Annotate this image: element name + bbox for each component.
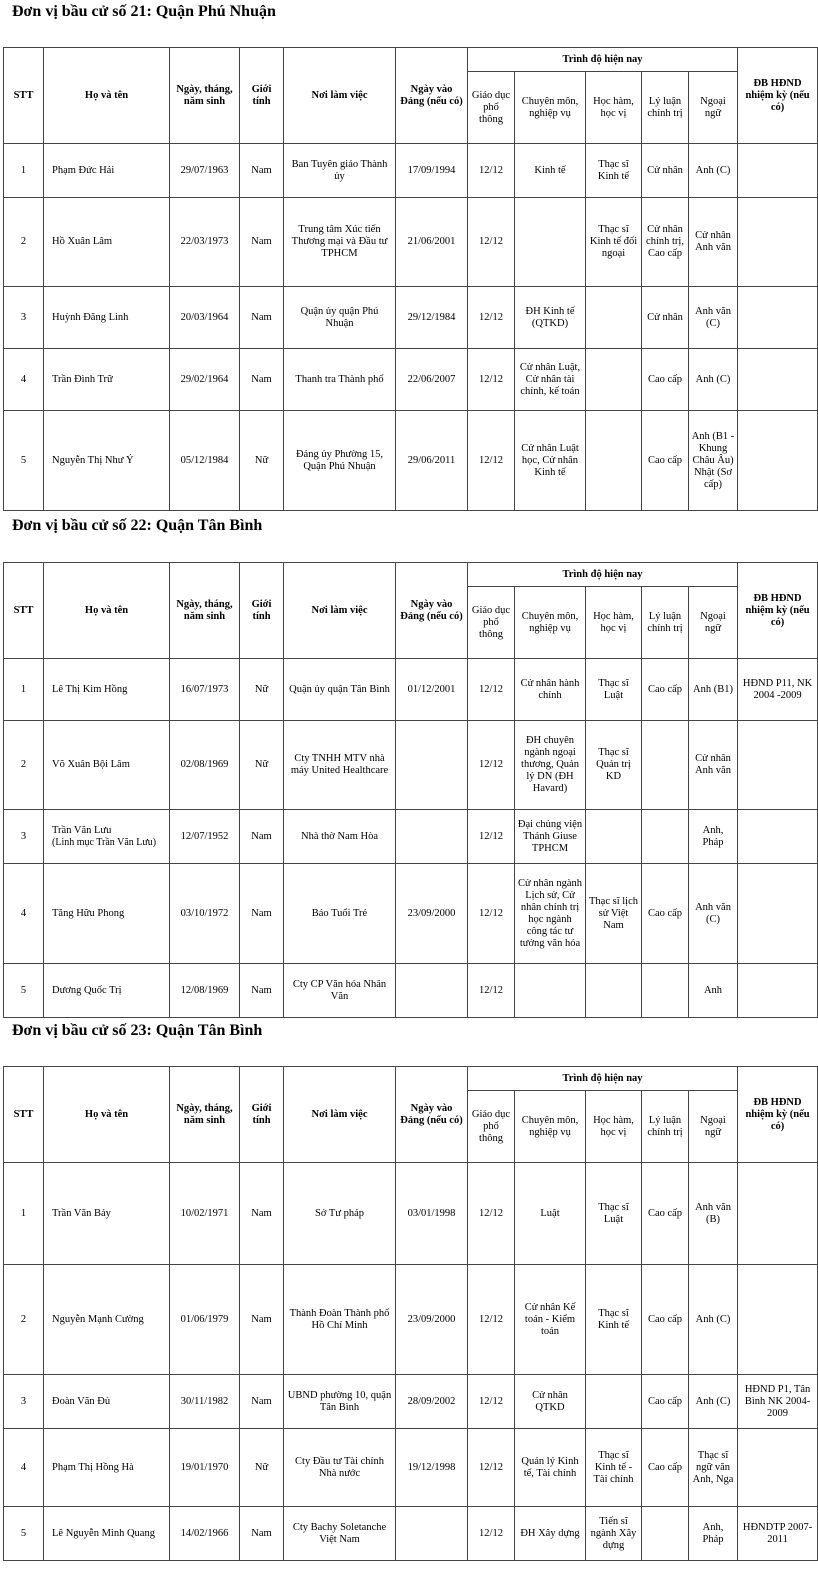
col-header-language: Ngoại ngữ bbox=[689, 72, 738, 144]
cell-name bbox=[44, 721, 170, 810]
cell-dob: 02/08/1969 bbox=[170, 721, 240, 810]
cell-politics: Cao cấp bbox=[642, 864, 689, 964]
cell-party-date: 01/12/2001 bbox=[396, 659, 468, 721]
candidate-name: Huỳnh Đăng Linh bbox=[52, 311, 129, 323]
cell-degree: Tiến sĩ ngành Xây dựng bbox=[586, 1507, 642, 1561]
cell-dob: 12/07/1952 bbox=[170, 810, 240, 864]
cell-degree bbox=[586, 964, 642, 1018]
cell-specialty: Cử nhân Luật học, Cử nhân Kinh tế bbox=[515, 411, 586, 511]
cell-politics: Cao cấp bbox=[642, 659, 689, 721]
cell-general-edu: 12/12 bbox=[468, 1375, 515, 1429]
candidate-name: Võ Xuân Bội Lâm bbox=[52, 759, 130, 770]
cell-degree: Thạc sĩ Kinh tế bbox=[586, 1265, 642, 1375]
cell-gender: Nữ bbox=[240, 721, 284, 810]
cell-workplace: Cty Đầu tư Tài chính Nhà nước bbox=[284, 1429, 396, 1507]
col-header-name: Họ và tên bbox=[44, 1067, 170, 1163]
cell-name bbox=[44, 1265, 170, 1375]
col-header-name: Họ và tên bbox=[44, 563, 170, 659]
cell-dob: 19/01/1970 bbox=[170, 1429, 240, 1507]
cell-politics: Cao cấp bbox=[642, 349, 689, 411]
cell-stt: 4 bbox=[4, 1429, 44, 1507]
col-header-party-date: Ngày vào Đảng (nếu có) bbox=[396, 48, 468, 144]
cell-gender: Nam bbox=[240, 287, 284, 349]
cell-language: Anh (C) bbox=[689, 1265, 738, 1375]
col-header-workplace: Nơi làm việc bbox=[284, 1067, 396, 1163]
cell-gender: Nam bbox=[240, 864, 284, 964]
cell-stt: 2 bbox=[4, 198, 44, 287]
cell-gender: Nam bbox=[240, 349, 284, 411]
candidate-name: Dương Quốc Trị bbox=[52, 984, 122, 996]
cell-workplace: Cty Bachy Soletanche Việt Nam bbox=[284, 1507, 396, 1561]
col-header-party-date: Ngày vào Đảng (nếu có) bbox=[396, 1067, 468, 1163]
cell-language: Anh, Pháp bbox=[689, 1507, 738, 1561]
header-row bbox=[4, 1067, 818, 1091]
col-header-stt: STT bbox=[4, 1067, 44, 1163]
cell-gender: Nam bbox=[240, 1265, 284, 1375]
cell-general-edu: 12/12 bbox=[468, 144, 515, 198]
cell-gender: Nữ bbox=[240, 411, 284, 511]
candidate-name: Trần Văn Bảy bbox=[52, 1207, 111, 1219]
cell-gender: Nam bbox=[240, 964, 284, 1018]
cell-dob: 16/07/1973 bbox=[170, 659, 240, 721]
col-header-language: Ngoại ngữ bbox=[689, 587, 738, 659]
cell-specialty: Đại chủng viện Thánh Giuse TPHCM bbox=[515, 810, 586, 864]
col-header-gender: Giới tính bbox=[240, 1067, 284, 1163]
cell-dob: 22/03/1973 bbox=[170, 198, 240, 287]
cell-politics bbox=[642, 1507, 689, 1561]
cell-gender: Nam bbox=[240, 1375, 284, 1429]
cell-politics: Cao cấp bbox=[642, 1163, 689, 1265]
cell-name bbox=[44, 810, 170, 864]
candidate-name: Nguyễn Thị Như Ý bbox=[52, 454, 134, 466]
cell-language: Anh bbox=[689, 964, 738, 1018]
cell-party-date bbox=[396, 721, 468, 810]
cell-dob: 12/08/1969 bbox=[170, 964, 240, 1018]
col-header-general-edu: Giáo dục phổ thông bbox=[468, 587, 515, 659]
candidate-name: Hồ Xuân Lâm bbox=[52, 236, 113, 247]
cell-dob: 14/02/1966 bbox=[170, 1507, 240, 1561]
cell-general-edu: 12/12 bbox=[468, 287, 515, 349]
table-row bbox=[4, 349, 818, 411]
col-header-party-date: Ngày vào Đảng (nếu có) bbox=[396, 563, 468, 659]
cell-politics bbox=[642, 964, 689, 1018]
cell-stt: 4 bbox=[4, 864, 44, 964]
cell-party-date: 03/01/1998 bbox=[396, 1163, 468, 1265]
table-row bbox=[4, 287, 818, 349]
cell-degree bbox=[586, 1375, 642, 1429]
cell-politics: Cao cấp bbox=[642, 1375, 689, 1429]
col-header-dob: Ngày, tháng, năm sinh bbox=[170, 48, 240, 144]
cell-language: Anh (B1 - Khung Châu Âu) Nhật (Sơ cấp) bbox=[689, 411, 738, 511]
candidate-name: Trần Đình Trữ bbox=[52, 373, 113, 385]
cell-language: Cử nhân Anh văn bbox=[689, 198, 738, 287]
candidates-table bbox=[3, 562, 818, 1018]
col-header-degree: Học hàm, học vị bbox=[586, 587, 642, 659]
candidates-table bbox=[3, 1066, 818, 1561]
cell-stt: 2 bbox=[4, 1265, 44, 1375]
col-header-politics: Lý luận chính trị bbox=[642, 1091, 689, 1163]
cell-language: Anh văn (C) bbox=[689, 864, 738, 964]
cell-language: Anh, Pháp bbox=[689, 810, 738, 864]
cell-prior-term bbox=[738, 144, 818, 198]
cell-workplace: Báo Tuổi Trẻ bbox=[284, 864, 396, 964]
cell-party-date bbox=[396, 964, 468, 1018]
cell-degree: Thạc sĩ Luật bbox=[586, 659, 642, 721]
cell-prior-term bbox=[738, 1265, 818, 1375]
cell-dob: 05/12/1984 bbox=[170, 411, 240, 511]
cell-specialty: Cử nhân hành chính bbox=[515, 659, 586, 721]
table-row bbox=[4, 1507, 818, 1561]
cell-prior-term bbox=[738, 721, 818, 810]
cell-politics: Cao cấp bbox=[642, 1429, 689, 1507]
cell-stt: 3 bbox=[4, 1375, 44, 1429]
table-row bbox=[4, 864, 818, 964]
cell-language: Cử nhân Anh văn bbox=[689, 721, 738, 810]
cell-name bbox=[44, 659, 170, 721]
col-header-level-group: Trình độ hiện nay bbox=[468, 48, 738, 72]
cell-prior-term bbox=[738, 198, 818, 287]
cell-name bbox=[44, 1429, 170, 1507]
table-row bbox=[4, 1163, 818, 1265]
cell-stt: 4 bbox=[4, 349, 44, 411]
cell-politics bbox=[642, 721, 689, 810]
cell-party-date: 23/09/2000 bbox=[396, 864, 468, 964]
table-row bbox=[4, 964, 818, 1018]
cell-general-edu: 12/12 bbox=[468, 659, 515, 721]
cell-specialty: Quản lý Kinh tế, Tài chính bbox=[515, 1429, 586, 1507]
cell-degree: Thạc sĩ Kinh tế bbox=[586, 144, 642, 198]
cell-specialty bbox=[515, 198, 586, 287]
cell-workplace: Nhà thờ Nam Hòa bbox=[284, 810, 396, 864]
cell-degree: Thạc sĩ lịch sử Việt Nam bbox=[586, 864, 642, 964]
cell-gender: Nam bbox=[240, 1163, 284, 1265]
cell-name bbox=[44, 1163, 170, 1265]
cell-party-date: 17/09/1994 bbox=[396, 144, 468, 198]
cell-general-edu: 12/12 bbox=[468, 864, 515, 964]
cell-general-edu: 12/12 bbox=[468, 1265, 515, 1375]
cell-dob: 20/03/1964 bbox=[170, 287, 240, 349]
cell-stt: 1 bbox=[4, 1163, 44, 1265]
cell-prior-term bbox=[738, 287, 818, 349]
cell-party-date: 21/06/2001 bbox=[396, 198, 468, 287]
cell-party-date: 19/12/1998 bbox=[396, 1429, 468, 1507]
cell-party-date: 22/06/2007 bbox=[396, 349, 468, 411]
table-row bbox=[4, 1265, 818, 1375]
col-header-name: Họ và tên bbox=[44, 48, 170, 144]
cell-general-edu: 12/12 bbox=[468, 349, 515, 411]
cell-dob: 29/02/1964 bbox=[170, 349, 240, 411]
col-header-dob: Ngày, tháng, năm sinh bbox=[170, 563, 240, 659]
table-row bbox=[4, 144, 818, 198]
cell-dob: 10/02/1971 bbox=[170, 1163, 240, 1265]
cell-degree bbox=[586, 810, 642, 864]
col-header-degree: Học hàm, học vị bbox=[586, 72, 642, 144]
cell-name bbox=[44, 144, 170, 198]
table-row bbox=[4, 198, 818, 287]
cell-dob: 29/07/1963 bbox=[170, 144, 240, 198]
cell-workplace: Sở Tư pháp bbox=[284, 1163, 396, 1265]
col-header-level-group: Trình độ hiện nay bbox=[468, 1067, 738, 1091]
cell-language: Anh văn (B) bbox=[689, 1163, 738, 1265]
cell-prior-term bbox=[738, 810, 818, 864]
table-row bbox=[4, 659, 818, 721]
cell-politics: Cử nhân bbox=[642, 287, 689, 349]
cell-dob: 03/10/1972 bbox=[170, 864, 240, 964]
col-header-gender: Giới tính bbox=[240, 48, 284, 144]
cell-party-date: 29/12/1984 bbox=[396, 287, 468, 349]
candidate-name: Nguyễn Mạnh Cường bbox=[52, 1313, 144, 1325]
cell-dob: 01/06/1979 bbox=[170, 1265, 240, 1375]
cell-degree bbox=[586, 349, 642, 411]
cell-stt: 2 bbox=[4, 721, 44, 810]
cell-workplace: UBND phường 10, quận Tân Bình bbox=[284, 1375, 396, 1429]
cell-stt: 5 bbox=[4, 411, 44, 511]
cell-workplace: Ban Tuyên giáo Thành ủy bbox=[284, 144, 396, 198]
cell-workplace: Đảng ủy Phường 15, Quận Phú Nhuận bbox=[284, 411, 396, 511]
col-header-specialty: Chuyên môn, nghiệp vụ bbox=[515, 587, 586, 659]
cell-specialty bbox=[515, 964, 586, 1018]
cell-general-edu: 12/12 bbox=[468, 721, 515, 810]
cell-general-edu: 12/12 bbox=[468, 1429, 515, 1507]
col-header-degree: Học hàm, học vị bbox=[586, 1091, 642, 1163]
col-header-specialty: Chuyên môn, nghiệp vụ bbox=[515, 72, 586, 144]
cell-workplace: Trung tâm Xúc tiến Thương mại và Đầu tư TPHCM bbox=[284, 198, 396, 287]
cell-gender: Nam bbox=[240, 810, 284, 864]
section-title: Đơn vị bầu cử số 22: Quận Tân Bình bbox=[12, 517, 263, 534]
section-title: Đơn vị bầu cử số 21: Quận Phú Nhuận bbox=[12, 3, 276, 20]
cell-gender: Nữ bbox=[240, 659, 284, 721]
cell-specialty: Cử nhân QTKD bbox=[515, 1375, 586, 1429]
col-header-politics: Lý luận chính trị bbox=[642, 587, 689, 659]
cell-specialty: ĐH Kinh tế (QTKD) bbox=[515, 287, 586, 349]
cell-general-edu: 12/12 bbox=[468, 198, 515, 287]
cell-stt: 1 bbox=[4, 659, 44, 721]
cell-gender: Nam bbox=[240, 198, 284, 287]
header-row bbox=[4, 48, 818, 72]
cell-specialty: ĐH Xây dựng bbox=[515, 1507, 586, 1561]
col-header-prior-term: ĐB HĐND nhiệm kỳ (nếu có) bbox=[738, 48, 818, 144]
cell-dob: 30/11/1982 bbox=[170, 1375, 240, 1429]
cell-degree: Thạc sĩ Luật bbox=[586, 1163, 642, 1265]
cell-prior-term bbox=[738, 864, 818, 964]
col-header-politics: Lý luận chính trị bbox=[642, 72, 689, 144]
table-row bbox=[4, 1375, 818, 1429]
cell-gender: Nữ bbox=[240, 1429, 284, 1507]
cell-name bbox=[44, 198, 170, 287]
cell-prior-term bbox=[738, 411, 818, 511]
candidate-name: Phạm Thị Hồng Hà bbox=[52, 1461, 134, 1473]
cell-politics: Cao cấp bbox=[642, 411, 689, 511]
cell-degree: Thạc sĩ Kinh tế - Tài chính bbox=[586, 1429, 642, 1507]
cell-stt: 5 bbox=[4, 1507, 44, 1561]
cell-specialty: Cử nhân ngành Lịch sử, Cử nhân chính trị học ngành công tác tư tưởng văn hóa bbox=[515, 864, 586, 964]
cell-party-date: 29/06/2011 bbox=[396, 411, 468, 511]
col-header-language: Ngoại ngữ bbox=[689, 1091, 738, 1163]
col-header-general-edu: Giáo dục phổ thông bbox=[468, 1091, 515, 1163]
cell-prior-term: HĐND P11, NK 2004 -2009 bbox=[738, 659, 818, 721]
cell-party-date bbox=[396, 1507, 468, 1561]
cell-prior-term bbox=[738, 964, 818, 1018]
candidate-name: Đoàn Văn Đủ bbox=[52, 1395, 111, 1407]
cell-stt: 3 bbox=[4, 287, 44, 349]
cell-workplace: Cty TNHH MTV nhà máy United Healthcare bbox=[284, 721, 396, 810]
cell-language: Anh (C) bbox=[689, 349, 738, 411]
cell-degree: Thạc sĩ Kinh tế đối ngoại bbox=[586, 198, 642, 287]
col-header-gender: Giới tính bbox=[240, 563, 284, 659]
table-row bbox=[4, 411, 818, 511]
cell-language: Anh (B1) bbox=[689, 659, 738, 721]
cell-politics: Cao cấp bbox=[642, 1265, 689, 1375]
cell-name bbox=[44, 1507, 170, 1561]
cell-name bbox=[44, 1375, 170, 1429]
cell-name bbox=[44, 864, 170, 964]
cell-stt: 1 bbox=[4, 144, 44, 198]
cell-workplace: Thành Đoàn Thành phố Hồ Chí Minh bbox=[284, 1265, 396, 1375]
candidates-table bbox=[3, 47, 818, 511]
col-header-prior-term: ĐB HĐND nhiệm kỳ (nếu có) bbox=[738, 563, 818, 659]
cell-workplace: Cty CP Văn hóa Nhân Văn bbox=[284, 964, 396, 1018]
col-header-dob: Ngày, tháng, năm sinh bbox=[170, 1067, 240, 1163]
cell-general-edu: 12/12 bbox=[468, 964, 515, 1018]
cell-party-date: 28/09/2002 bbox=[396, 1375, 468, 1429]
header-row bbox=[4, 563, 818, 587]
col-header-general-edu: Giáo dục phổ thông bbox=[468, 72, 515, 144]
cell-politics: Cử nhân chính trị, Cao cấp bbox=[642, 198, 689, 287]
cell-party-date bbox=[396, 810, 468, 864]
candidate-name: Phạm Đức Hải bbox=[52, 164, 115, 176]
col-header-stt: STT bbox=[4, 48, 44, 144]
cell-name bbox=[44, 349, 170, 411]
col-header-workplace: Nơi làm việc bbox=[284, 563, 396, 659]
cell-general-edu: 12/12 bbox=[468, 411, 515, 511]
col-header-stt: STT bbox=[4, 563, 44, 659]
cell-degree bbox=[586, 287, 642, 349]
cell-language: Thạc sĩ ngữ văn Anh, Nga bbox=[689, 1429, 738, 1507]
cell-general-edu: 12/12 bbox=[468, 810, 515, 864]
cell-prior-term bbox=[738, 1429, 818, 1507]
cell-politics bbox=[642, 810, 689, 864]
col-header-workplace: Nơi làm việc bbox=[284, 48, 396, 144]
cell-language: Anh văn (C) bbox=[689, 287, 738, 349]
col-header-level-group: Trình độ hiện nay bbox=[468, 563, 738, 587]
cell-gender: Nam bbox=[240, 1507, 284, 1561]
cell-specialty: Kinh tế bbox=[515, 144, 586, 198]
cell-gender: Nam bbox=[240, 144, 284, 198]
cell-stt: 3 bbox=[4, 810, 44, 864]
cell-general-edu: 12/12 bbox=[468, 1507, 515, 1561]
cell-party-date: 23/09/2000 bbox=[396, 1265, 468, 1375]
col-header-prior-term: ĐB HĐND nhiệm kỳ (nếu có) bbox=[738, 1067, 818, 1163]
cell-politics: Cử nhân bbox=[642, 144, 689, 198]
candidate-name: Tăng Hữu Phong bbox=[52, 907, 125, 919]
table-row bbox=[4, 810, 818, 864]
cell-stt: 5 bbox=[4, 964, 44, 1018]
cell-degree bbox=[586, 411, 642, 511]
cell-specialty: Cử nhân Luật, Cử nhân tài chính, kế toán bbox=[515, 349, 586, 411]
table-row bbox=[4, 721, 818, 810]
section-title: Đơn vị bầu cử số 23: Quận Tân Bình bbox=[12, 1022, 263, 1039]
cell-specialty: ĐH chuyên ngành ngoại thương, Quản lý DN (ĐH Havard) bbox=[515, 721, 586, 810]
cell-language: Anh (C) bbox=[689, 144, 738, 198]
cell-name bbox=[44, 411, 170, 511]
cell-prior-term: HĐND P1, Tân Bình NK 2004-2009 bbox=[738, 1375, 818, 1429]
candidate-name: Lê Nguyễn Minh Quang bbox=[52, 1527, 155, 1539]
cell-prior-term: HĐNDTP 2007-2011 bbox=[738, 1507, 818, 1561]
cell-prior-term bbox=[738, 349, 818, 411]
cell-name bbox=[44, 287, 170, 349]
table-row bbox=[4, 1429, 818, 1507]
candidate-name-note: (Linh mục Trần Văn Lưu) bbox=[52, 836, 157, 848]
candidate-name: Lê Thị Kim Hồng bbox=[52, 683, 128, 695]
cell-workplace: Quận ủy quận Phú Nhuận bbox=[284, 287, 396, 349]
cell-degree: Thạc sĩ Quản trị KD bbox=[586, 721, 642, 810]
cell-prior-term bbox=[738, 1163, 818, 1265]
cell-workplace: Thanh tra Thành phố bbox=[284, 349, 396, 411]
cell-specialty: Luật bbox=[515, 1163, 586, 1265]
candidate-name: Trần Văn Lưu bbox=[52, 824, 112, 836]
col-header-specialty: Chuyên môn, nghiệp vụ bbox=[515, 1091, 586, 1163]
cell-specialty: Cử nhân Kế toán - Kiểm toán bbox=[515, 1265, 586, 1375]
cell-language: Anh (C) bbox=[689, 1375, 738, 1429]
cell-name bbox=[44, 964, 170, 1018]
cell-general-edu: 12/12 bbox=[468, 1163, 515, 1265]
cell-workplace: Quận ủy quận Tân Bình bbox=[284, 659, 396, 721]
